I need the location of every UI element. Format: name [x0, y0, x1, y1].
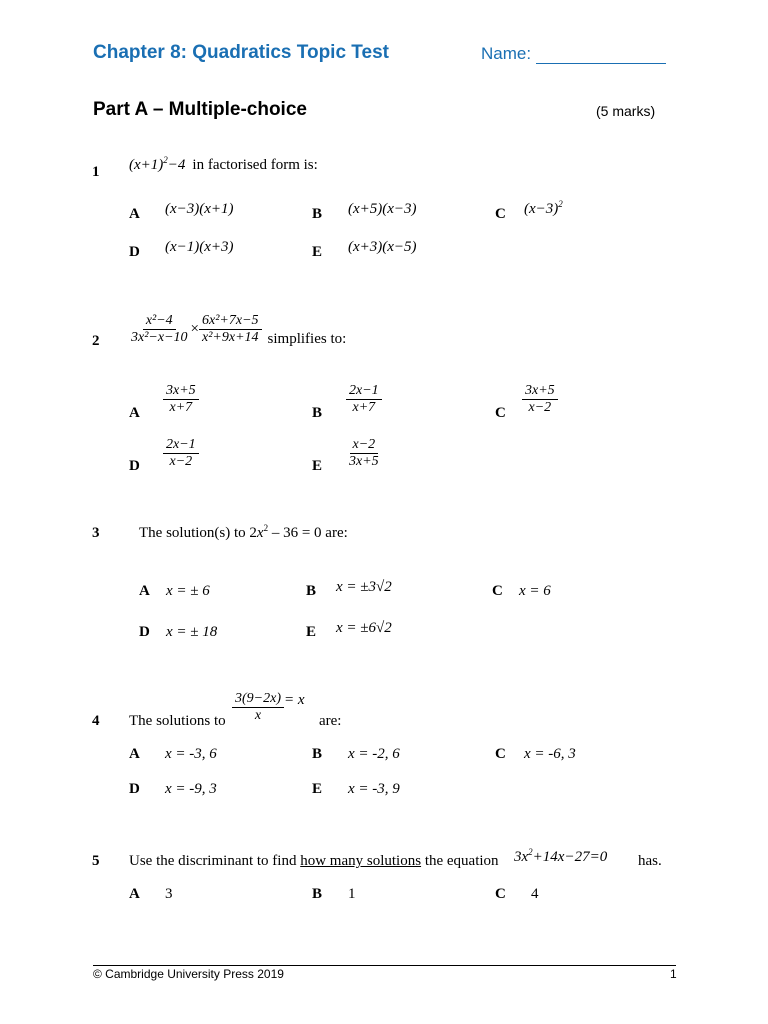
q1-option-b[interactable]: (x+5)(x−3) — [348, 201, 417, 217]
name-field — [481, 44, 666, 64]
q4-option-e-letter: E — [312, 781, 323, 797]
q4-option-b-letter: B — [312, 746, 323, 762]
q2-option-d-letter: D — [129, 458, 140, 474]
question-2-text: simplifies to: — [267, 331, 347, 347]
name-blank-line — [536, 47, 666, 64]
q4-option-c[interactable]: x = -6, 3 — [524, 746, 576, 762]
q3-option-c[interactable]: x = 6 — [519, 583, 551, 599]
q5-option-c-letter: C — [495, 886, 506, 902]
q4-fraction: $\frac{3(9-2x)}{x}$ — [232, 691, 284, 724]
part-title: Part A – Multiple-choice — [93, 99, 307, 120]
q4-option-b[interactable]: x = -2, 6 — [348, 746, 400, 762]
page-number: 1 — [670, 967, 677, 981]
q5-option-c[interactable]: 4 — [531, 886, 539, 902]
q1-option-c-letter: C — [495, 206, 506, 222]
q2-option-a-letter: A — [129, 405, 140, 421]
q3-option-b[interactable]: x = ±3√2 — [336, 579, 392, 595]
q2-option-d[interactable]: $\frac{2x-1}{x-2}$ — [163, 437, 199, 470]
q4-equals-x: = x — [284, 692, 305, 709]
q2-option-c[interactable]: $\frac{3x+5}{x-2}$ — [522, 383, 558, 416]
q1-option-a-letter: A — [129, 206, 140, 222]
question-3-text: The solution(s) to $2x^2 - 36 = 0$ are: — [139, 523, 348, 541]
q5-equation: $3x^2+14x-27=0$ — [514, 847, 608, 865]
q2-option-b-letter: B — [312, 405, 323, 421]
q2-option-a[interactable]: $\frac{3x+5}{x+7}$ — [163, 383, 199, 416]
question-4-text-end: are: — [319, 713, 342, 729]
q1-option-d[interactable]: (x−1)(x+3) — [165, 239, 234, 255]
question-4-text: The solutions to — [129, 713, 226, 729]
q5-option-a[interactable]: 3 — [165, 886, 173, 902]
q4-option-d[interactable]: x = -9, 3 — [165, 781, 217, 797]
q2-times-sign: × — [190, 321, 199, 337]
question-1-text: in factorised form is: — [192, 157, 318, 173]
q5-underlined-phrase: how many solutions — [300, 853, 422, 869]
page-title: Chapter 8: Quadratics Topic Test — [93, 42, 389, 63]
q1-option-b-letter: B — [312, 206, 323, 222]
q3-option-e-letter: E — [306, 624, 317, 640]
q2-option-c-letter: C — [495, 405, 506, 421]
q2-fraction-2: $\frac{\text{6x²+7x−5}}{\text{x²+9x+14}}$ — [199, 313, 262, 346]
q3-option-e[interactable]: x = ±6√2 — [336, 620, 392, 636]
q5-option-b-letter: B — [312, 886, 323, 902]
question-1-stem — [129, 156, 318, 174]
q1-option-e[interactable]: (x+3)(x−5) — [348, 239, 417, 255]
q3-option-d-letter: D — [139, 624, 150, 640]
q2-option-b[interactable]: $\frac{2x-1}{x+7}$ — [346, 383, 382, 416]
question-1-number: 1 — [92, 164, 100, 180]
q4-option-d-letter: D — [129, 781, 140, 797]
q4-option-e[interactable]: x = -3, 9 — [348, 781, 400, 797]
question-4-number: 4 — [92, 713, 100, 729]
q3-option-a[interactable]: x = ± 6 — [166, 583, 210, 599]
question-4-equation — [232, 691, 305, 724]
q3-option-c-letter: C — [492, 583, 503, 599]
question-5-number: 5 — [92, 853, 100, 869]
q2-option-e-letter: E — [312, 458, 323, 474]
footer-copyright: © Cambridge University Press 2019 — [93, 967, 284, 981]
question-5-text-end: has. — [638, 853, 662, 869]
name-label: Name: — [481, 44, 532, 63]
q5-option-a-letter: A — [129, 886, 140, 902]
footer-divider — [93, 965, 676, 966]
q1-option-e-letter: E — [312, 244, 323, 260]
q5-option-b[interactable]: 1 — [348, 886, 356, 902]
q4-option-c-letter: C — [495, 746, 506, 762]
q1-option-a[interactable]: (x−3)(x+1) — [165, 201, 234, 217]
marks-label: (5 marks) — [596, 103, 656, 119]
q2-fraction-1: $\frac{\text{x²−4}}{\text{3x²−x−10}}$ — [131, 312, 188, 345]
question-1-expression: $(x+1)^2-4$ — [129, 155, 186, 173]
q3-option-a-letter: A — [139, 583, 150, 599]
q3-option-b-letter: B — [306, 583, 317, 599]
question-2-stem — [128, 311, 346, 348]
q1-option-c[interactable]: $(x-3)^2$ — [524, 199, 563, 217]
question-2-number: 2 — [92, 333, 100, 349]
question-3-number: 3 — [92, 525, 100, 541]
q4-option-a-letter: A — [129, 746, 140, 762]
question-5-text: Use the discriminant to find how many solutions the equation — [129, 853, 499, 869]
q2-option-e[interactable]: $\frac{x-2}{3x+5}$ — [349, 437, 379, 470]
q1-option-d-letter: D — [129, 244, 140, 260]
q4-option-a[interactable]: x = -3, 6 — [165, 746, 217, 762]
q3-option-d[interactable]: x = ± 18 — [166, 624, 218, 640]
